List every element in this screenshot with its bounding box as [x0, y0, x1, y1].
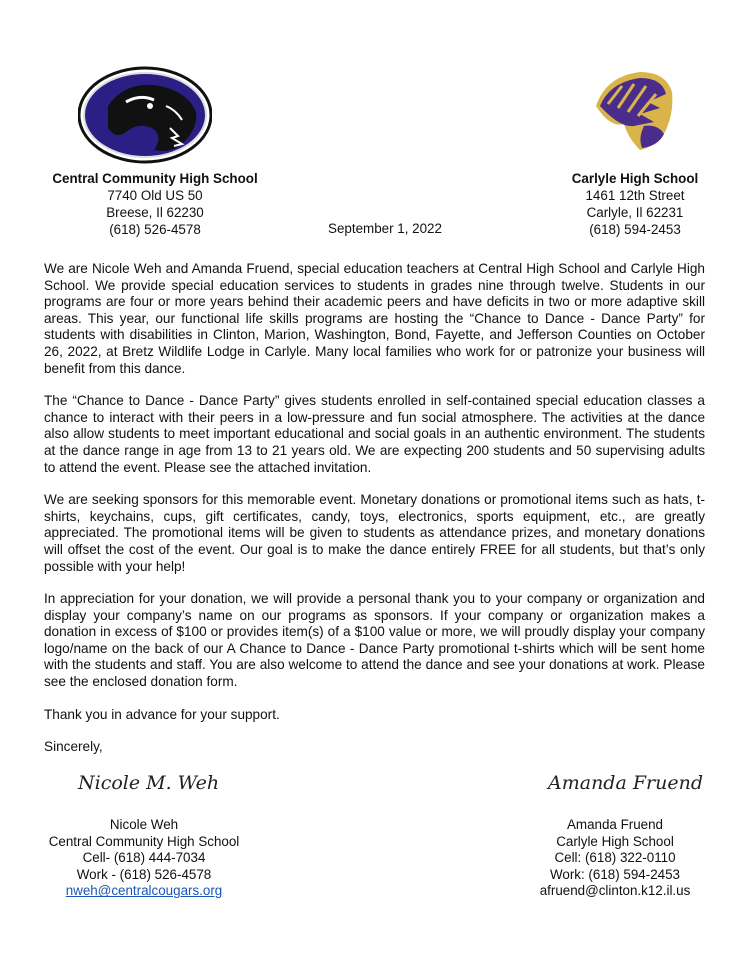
signature-amanda: Amanda Fruend	[548, 772, 703, 794]
contact-school: Carlyle High School	[556, 833, 674, 849]
school-name: Carlyle High School	[571, 171, 699, 186]
contact-name: Nicole Weh	[109, 817, 179, 832]
cougar-logo-icon	[78, 66, 212, 164]
letter-body	[44, 261, 705, 772]
carlyle-school-address	[560, 170, 710, 238]
contact-nicole	[34, 817, 254, 900]
central-school-address	[40, 170, 270, 238]
phone: (618) 594-2453	[589, 222, 681, 237]
street: 1461 12th Street	[585, 188, 685, 203]
contact-school: Central Community High School	[48, 833, 240, 849]
indian-head-logo-icon	[588, 68, 676, 152]
closing-line: Sincerely,	[44, 739, 103, 755]
street: 7740 Old US 50	[107, 188, 203, 203]
school-name: Central Community High School	[52, 171, 258, 186]
phone: (618) 526-4578	[109, 222, 201, 237]
contact-cell: Cell: (618) 322-0110	[554, 850, 676, 866]
paragraph-sponsors: We are seeking sponsors for this memorable event. Monetary donations or promotional items such as hats, t-shirts, keychains, cups, gift certificates, candy, toys, electronics, sports equipment, etc., are greatly appreciated. The promotional items will be given to students as attendance prizes, and monetary donations will offset the cost of the event. Our goal is to make the dance entirely FREE for all students, but that’s only possible with your help!	[44, 492, 705, 574]
paragraph-intro: We are Nicole Weh and Amanda Fruend, special education teachers at Central High School and Carlyle High School. We provide special education services to students in grades nine through twelve. Students in our programs are four or more years behind their academic peers and have deficits in two or more adaptive skill areas. This year, our functional life skills programs are hosting the “Chance to Dance - Dance Party” for students with disabilities in Clinton, Marion, Washington, Bond, Fayette, and Jefferson Counties on October 26, 2022, at Bretz Wildlife Lodge in Carlyle. Many local families who work for or patronize your business will benefit from this dance.	[44, 261, 705, 376]
signature-nicole: Nicole M. Weh	[78, 772, 220, 794]
letter-date: September 1, 2022	[328, 221, 442, 236]
contact-amanda	[520, 817, 710, 900]
city: Breese, Il 62230	[106, 205, 204, 220]
paragraph-event: The “Chance to Dance - Dance Party” gives students enrolled in self-contained special education classes a chance to interact with their peers in a low-pressure and fun social atmosphere. The activities at the dance also allow students to meet important educational and social goals in an authentic environment. The students at the dance range in age from 13 to 21 years old. We are expecting 200 students and 50 supervising adults to attend the event. Please see the attached invitation.	[44, 393, 705, 475]
contact-cell: Cell- (618) 444-7034	[82, 850, 206, 866]
thank-you-line: Thank you in advance for your support.	[44, 706, 280, 722]
email-link[interactable]: nweh@centralcougars.org	[65, 883, 223, 899]
paragraph-appreciation: In appreciation for your donation, we will provide a personal thank you to your company or organization and display your company’s name on our programs as sponsors. If your company or organization makes a donation in excess of $100 or provides item(s) of a $100 value or more, we will proudly display your company logo/name on the back of our A Chance to Dance - Dance Party promotional t-shirts which will be sent home with the students and staff. You are also welcome to attend the dance and see your donations at work. Please see the enclosed donation form.	[44, 591, 705, 690]
contact-email: afruend@clinton.k12.il.us	[539, 883, 691, 899]
contact-name: Amanda Fruend	[566, 817, 664, 832]
city: Carlyle, Il 62231	[586, 205, 684, 220]
contact-work: Work - (618) 526-4578	[76, 866, 212, 882]
contact-work: Work: (618) 594-2453	[549, 866, 680, 882]
